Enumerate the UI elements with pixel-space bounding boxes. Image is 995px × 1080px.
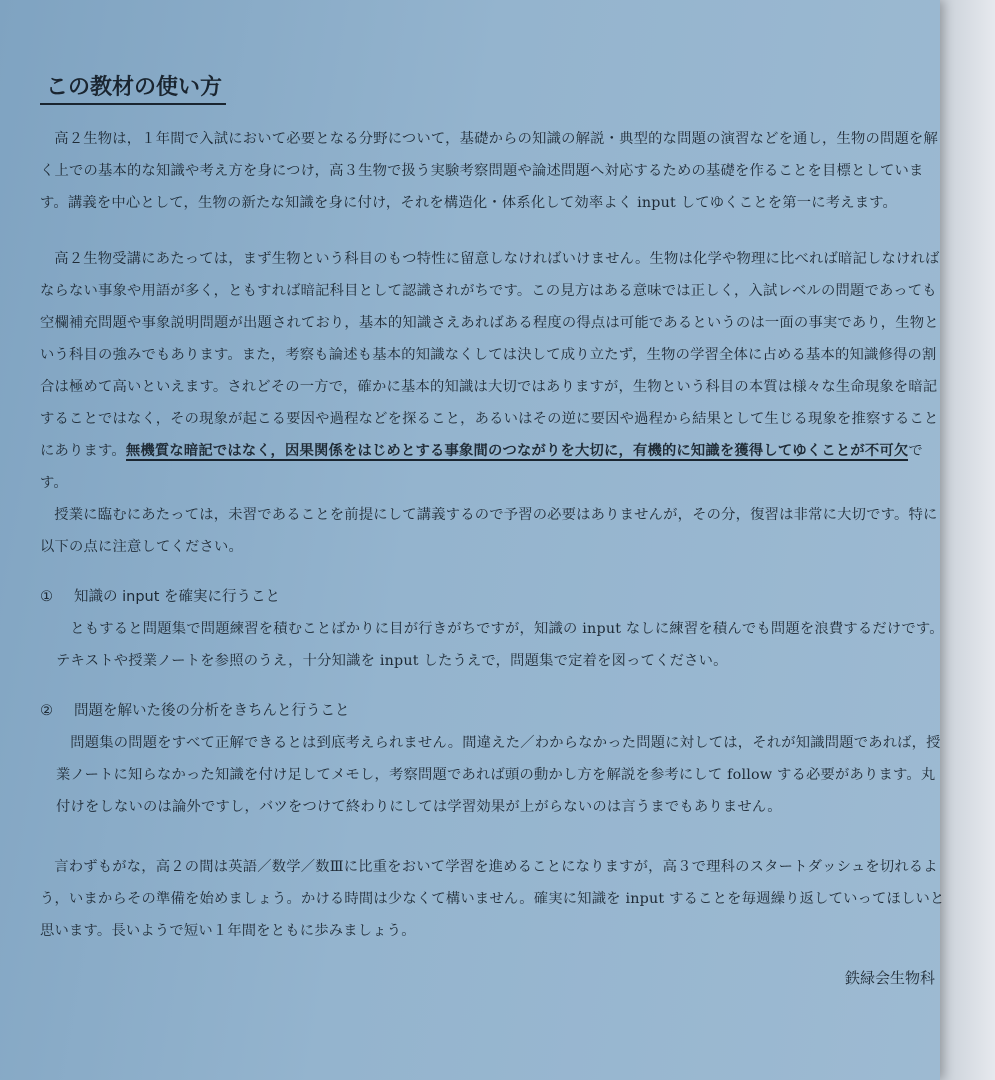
tip-heading-2 <box>40 695 945 727</box>
review-paragraph: 授業に臨むにあたっては，未習であることを前提にして講義するので予習の必要はありませんが，その分，復習は非常に大切です。特に以下の点に注意してください。 <box>40 507 938 555</box>
tip-item-2 <box>40 695 945 823</box>
page-content <box>40 70 945 988</box>
tip-item-1 <box>40 581 945 677</box>
page-edge <box>940 0 995 1080</box>
characteristics-text: 高２生物受講にあたっては，まず生物という科目のもつ特性に留意しなければいけません。生物は化学や物理に比べれば暗記しなければならない事象や用語が多く，ともすれば暗記科目として認識されがちです。この見方はある意味では正しく，入試レベルの問題であっても空欄補充問題や事象説明問題が出題されており，基本的知識さえあればある程度の得点は可能であるというのは一面の事実であり，生物という科目の強みでもあります。また，考察も論述も基本的知識なくしては決して成り立たず，生物の学習全体に占める基本的知識修得の割合は極めて高いといえます。されどその一方で，確かに基本的知識は大切ではありますが，生物という科目の本質は様々な生命現象を暗記することではなく，その現象が起こる要因や過程などを探ること，あるいはその逆に要因や過程から結果として生じる現象を推察することにあります。 <box>40 251 940 459</box>
tip-title-2: 問題を解いた後の分析をきちんと行うこと <box>74 703 350 719</box>
intro-paragraph: 高２生物は，１年間で入試において必要となる分野について，基礎からの知識の解説・典型的な問題の演習などを通し，生物の問題を解く上での基本的な知識や考え方を身につけ，高３生物で扱う実験考察問題や論述問題へ対応するための基礎を作ることを目標としています。講義を中心として，生物の新たな知識を身に付け，それを構造化・体系化して効率よく input してゆくことを第一に考えます。 <box>40 131 939 211</box>
tip-heading-1 <box>40 581 945 613</box>
signature: 鉄緑会生物科 <box>844 969 935 987</box>
characteristics-end: です。 <box>40 443 923 491</box>
tip-body-2: 問題集の問題をすべて正解できるとは到底考えられません。間違えた／わからなかった問題に対しては，それが知識問題であれば，授業ノートに知らなかった知識を付け足してメモし，考察問題であれば頭の動かし方を解説を参考にして follow する必要があります。丸付けをしないのは論外ですし，バツをつけて終わりにしては学習効果が上がらないのは言うまでもありません。 <box>56 735 941 815</box>
tip-title-1: 知識の input を確実に行うこと <box>74 589 281 605</box>
tip-body-1: ともすると問題集で問題練習を積むことばかりに目が行きがちですが，知識の input なしに練習を積んでも問題を浪費するだけです。テキストや授業ノートを参照のうえ，十分知識を input したうえで，問題集で定着を図ってください。 <box>56 621 944 669</box>
page-title: この教材の使い方 <box>40 70 226 105</box>
characteristics-paragraph <box>40 243 945 499</box>
closing-paragraph: 言わずもがな，高２の間は英語／数学／数Ⅲに比重をおいて学習を進めることになりますが，高３で理科のスタートダッシュを切れるよう，いまからその準備を始めましょう。かける時間は少なくて構いません。確実に知識を input することを毎週繰り返していってほしいと思います。長いようで短い１年間をともに歩みましょう。 <box>40 859 945 939</box>
underlined-emphasis: 無機質な暗記ではなく，因果関係をはじめとする事象間のつながりを大切に，有機的に知識を獲得してゆくことが不可欠 <box>125 443 909 459</box>
tip-number-2: ② <box>40 703 53 719</box>
tip-number-1: ① <box>40 589 53 605</box>
